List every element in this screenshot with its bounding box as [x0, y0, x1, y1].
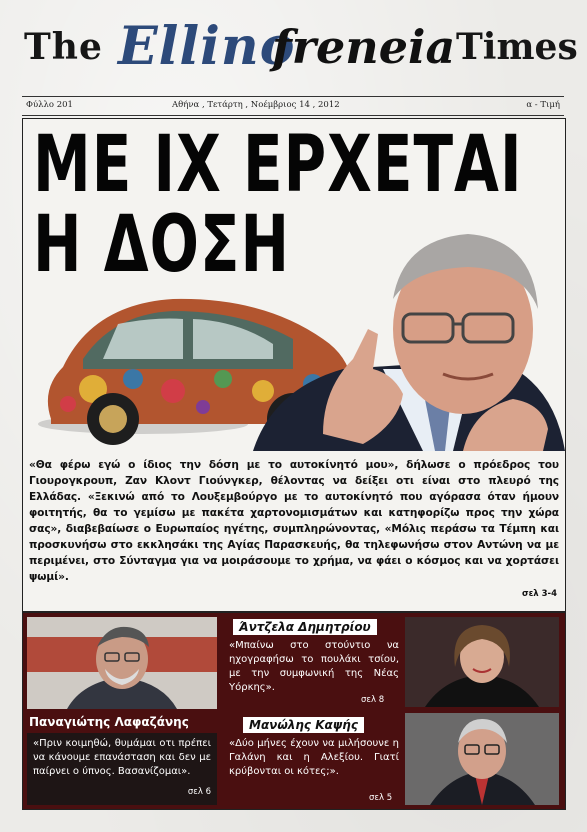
story-1-quote: «Πριν κοιμηθώ, θυμάμαι οτι πρέπει να κάνουμε επανάσταση και δεν με παίρνει ο ύπνος. Βασανίζομαι».	[33, 738, 211, 777]
kapsis-photo	[405, 713, 559, 805]
main-page-ref: σελ 3-4	[521, 589, 557, 599]
headline-line-1: ΜΕ ΙΧ ΕΡΧΕΤΑΙ	[33, 118, 523, 211]
dateline	[22, 96, 564, 116]
dimitriou-photo	[405, 617, 559, 707]
story-3-quote: «Δύο μήνες έχουν να μιλήσουνε η Γαλάνη και η Αλεξίου. Γιατί κρύβονται οι κότες;».	[229, 738, 399, 777]
story-2-page-ref: σελ 8	[361, 695, 385, 705]
story-1-name: Παναγιώτης Λαφαζάνης	[29, 715, 189, 729]
headline-line-2: Η ΔΟΣΗ	[33, 198, 291, 291]
lafazanis-photo	[27, 617, 217, 709]
story-3-name: Μανώλης Καψής	[243, 717, 364, 733]
masthead	[0, 10, 587, 100]
story-2-name: Άντζελα Δημητρίου	[233, 619, 377, 635]
story-1-quote-box	[27, 733, 217, 805]
issue-number: Φύλλο 201	[26, 100, 73, 110]
story-3-page-ref: σελ 5	[369, 793, 393, 803]
story-1-page-ref: σελ 6	[187, 787, 211, 797]
main-article-text: «Θα φέρω εγώ ο ίδιος την δόση με το αυτοκίνητό μου», δήλωσε ο πρόεδρος του Γιουρογκρουπ, Ζαν Κλοντ Γιούνγκερ, θέλοντας να δείξει οτι είναι στο πλευρό της Ελλάδας. «Ξεκινώ από το Λουξεμβούργο με το αυτοκίνητό που αγόρασα όταν ήμουν φοιτητής, θα το γεμίσω με πακέτα χαρτονομισμάτων και κατηφορίζω προς την χώρα σας», διαβεβαίωσε ο Ευρωπαίος ηγέτης, συμπληρώνοντας, «Μόλις περάσω τα Τέμπη και προσκυνήσω στο εκκλησάκι της Αγίας Παρασκευής, θα τηλεφωνήσω στον Αντώνη να με περιμένει, στο Σύνταγμα για να μοιράσουμε το χρήμα, να φάει ο κόσμος και να χορτάσει ψωμί».	[29, 459, 559, 583]
masthead-the: The	[24, 26, 103, 68]
main-story	[22, 118, 566, 612]
masthead-freneia: freneia	[272, 20, 456, 74]
masthead-times: Times	[456, 26, 578, 68]
story-2-quote: «Μπαίνω στο στούντιο να ηχογραφήσω το πουλάκι τσίου, με την συμφωνική της Νέας Υόρκης».	[229, 640, 399, 693]
masthead-ellino: Ellino	[118, 16, 296, 77]
issue-price: α - Τιμή	[526, 100, 560, 110]
bottom-stories-panel	[22, 612, 566, 810]
issue-date: Αθήνα , Τετάρτη , Νοέμβριος 14 , 2012	[172, 100, 340, 110]
